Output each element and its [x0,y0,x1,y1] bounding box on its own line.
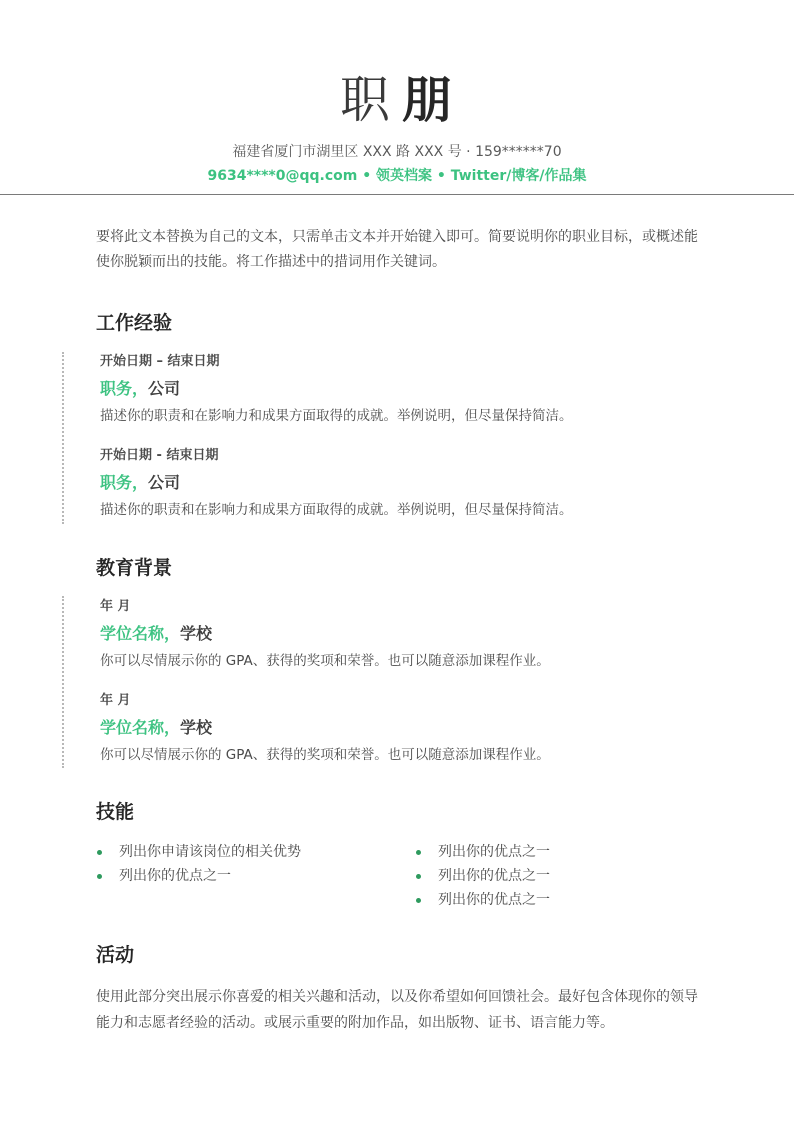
entry-degree: 学位名称， [100,718,181,737]
bullet-icon [416,850,421,855]
entry-position: 职务， [100,473,149,492]
skill-item [97,864,301,888]
section-title-education: 教育背景 [96,557,173,579]
bullet-icon [97,874,102,879]
skill-item [416,888,550,912]
entry-date: 开始日期 – 结束日期 [100,354,220,369]
bullet-icon [416,898,421,903]
entry-description: 你可以尽情展示你的 GPA、获得的奖项和荣誉。也可以随意添加课程作业。 [100,747,550,763]
skill-item [416,840,550,864]
education-entry [100,597,720,671]
entry-role [100,623,720,645]
section-title-experience: 工作经验 [96,312,173,334]
last-name: 职 [340,71,392,129]
skill-text: 列出你申请该岗位的相关优势 [119,844,301,860]
entry-date: 年 月 [100,599,131,614]
entry-role [100,378,720,400]
entry-role [100,717,720,739]
objective-text: 要将此文本替换为自己的文本，只需单击文本并开始键入即可。简要说明你的职业目标，或概述能使你脱颖而出的技能。将工作描述中的措词用作关键词。 [96,229,698,270]
entry-school: 学校 [180,718,213,737]
experience-timeline [62,352,64,524]
skill-text: 列出你的优点之一 [438,844,550,860]
entry-role [100,472,720,494]
address-line: 福建省厦门市湖里区 XXX 路 XXX 号 · 159******70 [232,144,562,160]
skill-text: 列出你的优点之一 [438,868,550,884]
education-entry [100,691,720,765]
section-title-activities: 活动 [96,944,135,966]
entry-description: 描述你的职责和在影响力和成果方面取得的成就。举例说明，但尽量保持简洁。 [100,408,573,424]
entry-company: 公司 [148,473,181,492]
bullet-icon [97,850,102,855]
experience-entry [100,446,720,520]
skills-list-left [97,840,301,888]
entry-date: 开始日期 - 结束日期 [100,448,219,463]
skill-item [416,864,550,888]
bullet-icon [416,874,421,879]
experience-entry [100,352,720,426]
entry-school: 学校 [180,624,213,643]
entry-description: 描述你的职责和在影响力和成果方面取得的成就。举例说明，但尽量保持简洁。 [100,502,573,518]
entry-description: 你可以尽情展示你的 GPA、获得的奖项和荣誉。也可以随意添加课程作业。 [100,653,550,669]
skills-list-right [416,840,550,912]
entry-company: 公司 [148,379,181,398]
activities-text: 使用此部分突出展示你喜爱的相关兴趣和活动，以及你希望如何回馈社会。最好包含体现你的领导能力和志愿者经验的活动。或展示重要的附加作品，如出版物、证书、语言能力等。 [96,989,698,1031]
section-title-skills: 技能 [96,801,135,823]
first-name: 朋 [402,71,454,129]
contact-line[interactable]: 9634****0@qq.com • 领英档案 • Twitter/博客/作品集 [207,168,587,184]
resume-name [0,68,794,132]
skill-item [97,840,301,864]
header-divider [0,194,794,195]
entry-degree: 学位名称， [100,624,181,643]
skill-text: 列出你的优点之一 [119,868,231,884]
entry-date: 年 月 [100,693,131,708]
skill-text: 列出你的优点之一 [438,892,550,908]
entry-position: 职务， [100,379,149,398]
education-timeline [62,596,64,768]
